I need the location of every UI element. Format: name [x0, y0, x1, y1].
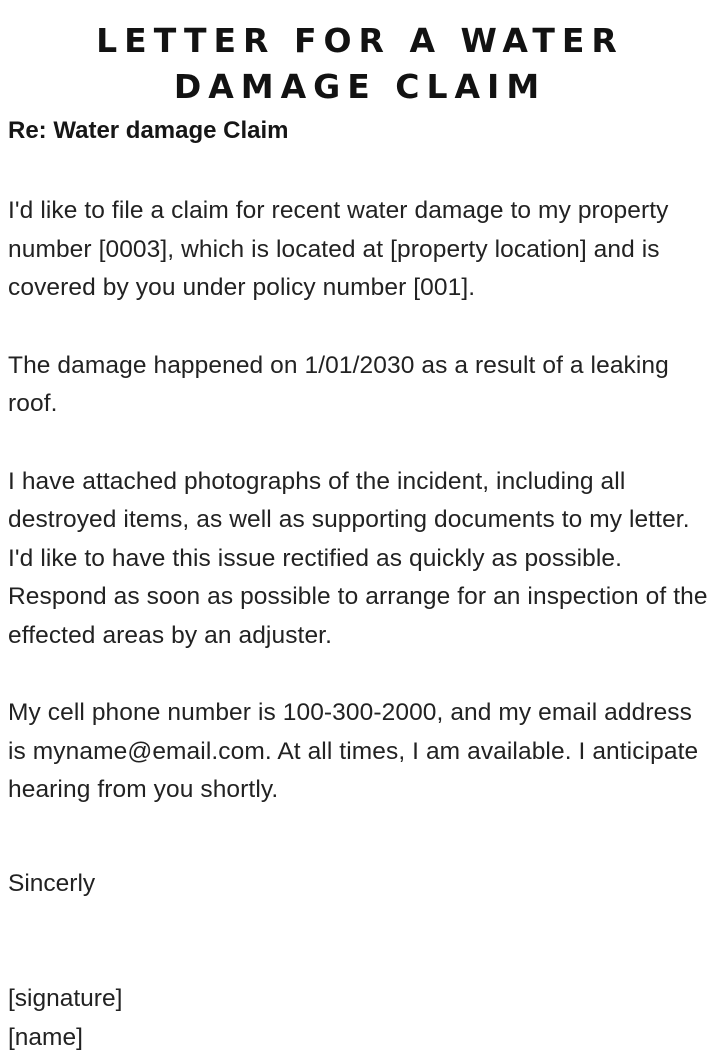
paragraph-rectify-request: I'd like to have this issue rectified as quickly as possible. Respond as soon as possible to arrange for an inspection of the effected areas by an adjuster.	[8, 540, 714, 656]
letter-title: LETTER FOR A WATER DAMAGE CLAIM	[16, 18, 704, 110]
signature-placeholder: [signature]	[8, 980, 714, 1019]
paragraph-attachments: I have attached photographs of the incident, including all destroyed items, as well as supporting documents to my letter.	[8, 463, 714, 540]
paragraph-damage-date: The damage happened on 1/01/2030 as a result of a leaking roof.	[8, 347, 714, 424]
signature-block	[8, 980, 714, 1057]
letter-body	[6, 192, 714, 1057]
closing-word: Sincerly	[8, 865, 714, 904]
name-placeholder: [name]	[8, 1019, 714, 1057]
paragraph-contact-info: My cell phone number is 100-300-2000, and my email address is myname@email.com. At all times, I am available. I anticipate hearing from you shortly.	[8, 694, 714, 810]
paragraph-claim-intro: I'd like to file a claim for recent water damage to my property number [0003], which is located at [property location] and is covered by you under policy number [001].	[8, 192, 714, 308]
subject-line: Re: Water damage Claim	[8, 116, 714, 146]
